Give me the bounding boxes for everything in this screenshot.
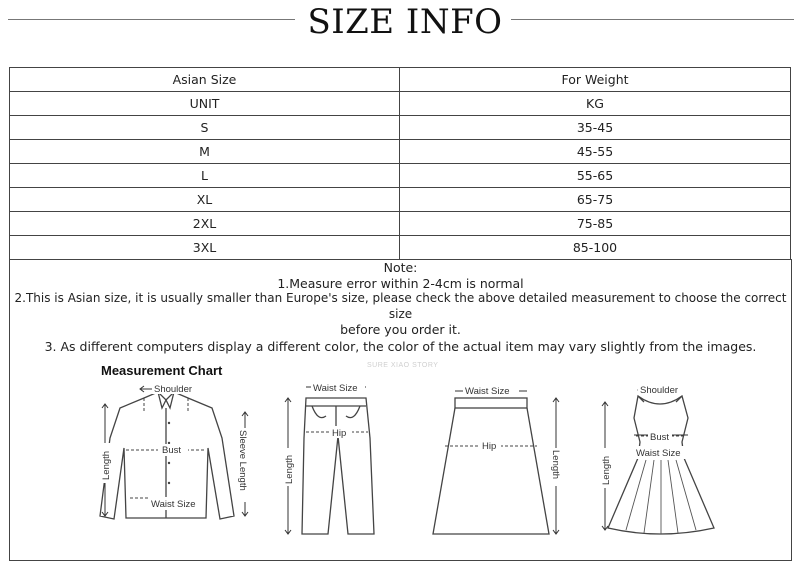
table-row	[10, 236, 791, 260]
dress-shoulder-label: Shoulder	[640, 385, 679, 396]
skirt-hip-label: Hip	[482, 441, 497, 452]
header-asian-size: Asian Size	[10, 68, 400, 92]
size-cell: 2XL	[10, 212, 400, 236]
table-header-row	[10, 68, 791, 92]
skirt-diagram	[427, 378, 577, 542]
table-row	[10, 92, 791, 116]
size-cell: L	[10, 164, 400, 188]
skirt-icon	[427, 378, 577, 538]
dress-icon	[598, 378, 718, 538]
weight-cell: 85-100	[400, 236, 791, 260]
shirt-waist-label: Waist Size	[151, 499, 196, 510]
weight-cell: 75-85	[400, 212, 791, 236]
shirt-icon	[96, 378, 256, 538]
dress-length-label: Length	[601, 455, 612, 485]
table-row	[10, 116, 791, 140]
shirt-sleeve-label: Sleeve Length	[237, 430, 248, 491]
size-table	[9, 67, 791, 260]
measurement-chart-title: Measurement Chart	[101, 363, 223, 378]
page-title: SIZE INFO	[307, 2, 503, 42]
weight-cell: 35-45	[400, 116, 791, 140]
pants-icon	[282, 378, 382, 538]
shirt-diagram	[96, 378, 256, 542]
pants-hip-label: Hip	[332, 428, 347, 439]
size-cell: 3XL	[10, 236, 400, 260]
pants-waist-label: Waist Size	[313, 383, 358, 394]
weight-cell: 65-75	[400, 188, 791, 212]
skirt-waist-label: Waist Size	[465, 386, 510, 397]
pants-length-label: Length	[284, 454, 295, 484]
dress-bust-label: Bust	[650, 432, 670, 443]
title-divider-left	[8, 19, 295, 20]
table-row	[10, 188, 791, 212]
size-cell: XL	[10, 188, 400, 212]
title-header	[0, 0, 802, 48]
shirt-bust-label: Bust	[162, 445, 182, 456]
weight-cell: KG	[400, 92, 791, 116]
table-row	[10, 140, 791, 164]
title-divider-right	[511, 19, 794, 20]
note-line-2a: 2.This is Asian size, it is usually smaller than Europe's size, please check the above detailed measurement to choose the correct size	[14, 291, 787, 321]
weight-cell: 55-65	[400, 164, 791, 188]
notes-heading: Note:	[383, 260, 418, 275]
size-cell: UNIT	[10, 92, 400, 116]
shirt-length-label: Length	[101, 450, 112, 480]
note-line-3: 3. As different computers display a different color, the color of the actual item may vary slightly from the images.	[44, 338, 757, 354]
shirt-shoulder-label: Shoulder	[154, 384, 193, 395]
pants-diagram	[282, 378, 382, 542]
size-cell: M	[10, 140, 400, 164]
dress-diagram	[598, 378, 718, 542]
note-line-2b: before you order it.	[340, 322, 461, 337]
size-cell: S	[10, 116, 400, 140]
dress-waist-label: Waist Size	[636, 448, 681, 459]
watermark: SURE XIAO STORY	[367, 362, 439, 369]
table-row	[10, 212, 791, 236]
note-line-1: 1.Measure error within 2-4cm is normal	[277, 275, 524, 291]
weight-cell: 45-55	[400, 140, 791, 164]
header-for-weight: For Weight	[400, 68, 791, 92]
notes-text	[10, 260, 791, 354]
table-row	[10, 164, 791, 188]
skirt-length-label: Length	[550, 450, 561, 480]
